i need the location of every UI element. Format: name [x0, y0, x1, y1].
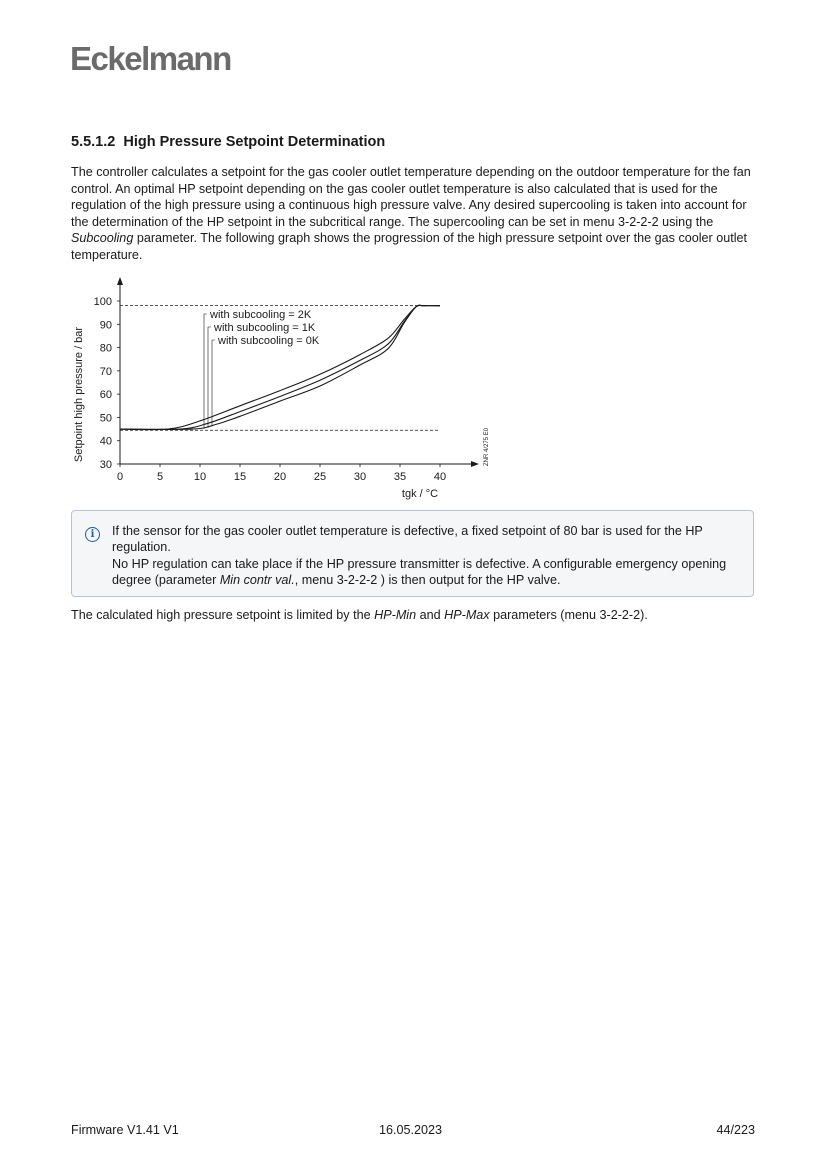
footer-date: 16.05.2023 [379, 1123, 443, 1137]
x-tick-label-15: 15 [233, 471, 247, 483]
min-contr-val-param: Min contr val. [219, 572, 295, 587]
series-label-2: with subcooling = 1K [214, 322, 316, 334]
hp-setpoint-chart [70, 276, 500, 506]
note-text-2: , menu 3-2-2-2 ) is then output for the HP valve. [294, 572, 561, 587]
subcooling-param: Subcooling [71, 231, 134, 246]
series-label-leader-1 [204, 314, 207, 429]
y-tick-label-90: 90 [99, 319, 112, 332]
x-tick-label-30: 30 [353, 471, 367, 483]
intro-text-1: The controller calculates a setpoint for the gas cooler outlet temperature depending on the outdoor temperature for the fan control. An optimal HP setpoint depending on the gas cooler outlet temperature is also calculated that is used for the regulation of the high pressure using a continuous high pressure valve. Any desired supercooling is taken into account for the determination of the HP setpoint in the subcritical range. The supercooling can be set in menu 3-2-2-2 using the [71, 165, 751, 229]
x-tick-label-5: 5 [156, 471, 164, 483]
x-axis-label: tgk / °C [401, 488, 439, 500]
x-tick-label-10: 10 [193, 471, 207, 483]
intro-paragraph [71, 164, 761, 264]
eckelmann-logo: Eckelmann [70, 40, 231, 77]
section-number: 5.5.1.2 [71, 134, 116, 150]
x-tick-label-25: 25 [313, 471, 327, 483]
info-note-box [71, 510, 754, 597]
y-tick-label-60: 60 [99, 389, 112, 402]
note-line-2 [112, 556, 741, 589]
series-label-leader-2 [208, 327, 211, 428]
chart-side-note: ZNR 4/275 E0 [484, 427, 490, 466]
footer-firmware: Firmware V1.41 V1 [71, 1123, 179, 1137]
x-tick-label-35: 35 [393, 471, 407, 483]
series-label-1: with subcooling = 2K [210, 309, 312, 321]
y-tick-label-100: 100 [93, 296, 112, 308]
closing-text-1: The calculated high pressure setpoint is limited by the [71, 608, 375, 622]
intro-text-2: parameter. The following graph shows the progression of the high pressure setpoint over the gas cooler outlet temperature. [71, 231, 748, 262]
x-tick-label-40: 40 [433, 471, 447, 483]
note-text-1: No HP regulation can take place if the HP pressure transmitter is defective. A configurable emergency opening degree (parameter [112, 556, 727, 587]
x-tick-label-0: 0 [116, 471, 124, 483]
footer-page-number: 44/223 [716, 1123, 755, 1137]
series-label-leader-3 [212, 340, 215, 426]
closing-text-2: and [416, 608, 445, 622]
y-tick-label-70: 70 [99, 365, 112, 378]
y-tick-label-30: 30 [99, 459, 112, 471]
y-tick-label-80: 80 [99, 342, 112, 355]
note-line-1: If the sensor for the gas cooler outlet temperature is defective, a fixed setpoint of 80 bar is used for the HP regulation. [112, 524, 703, 555]
closing-text-3: parameters (menu 3-2-2-2). [489, 608, 648, 622]
section-heading [71, 134, 385, 150]
y-axis-label: Setpoint high pressure / bar [73, 326, 85, 463]
hp-min-param: HP-Min [374, 608, 417, 622]
info-icon: i [85, 527, 100, 542]
series-labels [204, 309, 320, 429]
y-tick-label-40: 40 [99, 435, 112, 448]
y-tick-label-50: 50 [99, 412, 112, 425]
x-tick-label-20: 20 [273, 471, 287, 483]
section-title: High Pressure Setpoint Determination [123, 134, 386, 150]
closing-paragraph [71, 607, 761, 624]
hp-max-param: HP-Max [444, 608, 490, 622]
series-label-3: with subcooling = 0K [218, 335, 320, 347]
